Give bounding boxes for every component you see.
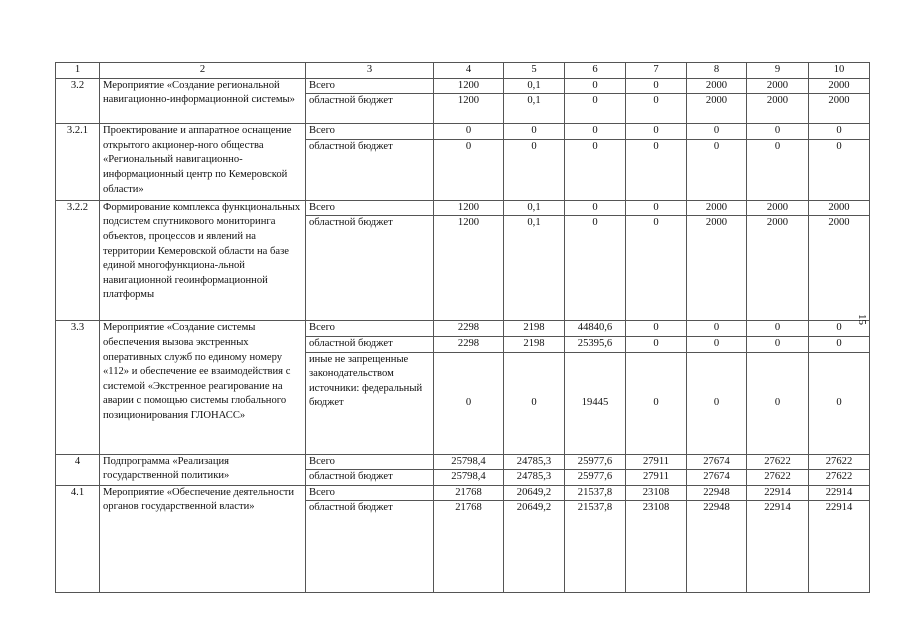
value-cell: 27622	[747, 454, 809, 470]
value-cell: 2000	[747, 200, 809, 216]
header-row	[56, 63, 870, 79]
funding-source: областной бюджет	[306, 216, 434, 321]
value-cell: 23108	[626, 501, 687, 593]
value-cell: 2198	[504, 321, 565, 337]
column-header: 7	[626, 63, 687, 79]
row-id: 3.2.1	[56, 124, 100, 201]
funding-source: Всего	[306, 78, 434, 94]
column-header: 4	[434, 63, 504, 79]
funding-source: областной бюджет	[306, 470, 434, 486]
value-cell: 24785,3	[504, 454, 565, 470]
value-cell: 19445	[565, 352, 626, 454]
funding-source: Всего	[306, 485, 434, 501]
value-cell: 0	[626, 200, 687, 216]
value-cell: 21537,8	[565, 501, 626, 593]
value-cell: 25977,6	[565, 470, 626, 486]
funding-table	[55, 62, 870, 593]
row-id: 3.3	[56, 321, 100, 454]
funding-source: областной бюджет	[306, 501, 434, 593]
value-cell: 0	[504, 124, 565, 140]
value-cell: 0	[809, 321, 870, 337]
value-cell: 22914	[747, 485, 809, 501]
column-header: 6	[565, 63, 626, 79]
value-cell: 2000	[747, 216, 809, 321]
funding-source: областной бюджет	[306, 139, 434, 200]
funding-source: Всего	[306, 454, 434, 470]
value-cell: 0	[687, 139, 747, 200]
value-cell: 0	[809, 124, 870, 140]
value-cell: 27674	[687, 454, 747, 470]
value-cell: 0	[434, 139, 504, 200]
row-id: 4.1	[56, 485, 100, 593]
value-cell: 1200	[434, 78, 504, 94]
page-number: 15	[856, 314, 868, 325]
funding-source: Всего	[306, 321, 434, 337]
value-cell: 0	[809, 352, 870, 454]
value-cell: 1200	[434, 216, 504, 321]
row-name: Формирование комплекса функциональных подсистем спутникового мониторинга объектов, процессов и явлений на территории Кемеровской области на базе единой многофункциона-льной навигационной геоинформационной платформы	[100, 200, 306, 321]
row-name: Мероприятие «Создание региональной навигационно-информационной системы»	[100, 78, 306, 124]
value-cell: 0	[626, 124, 687, 140]
table-row	[56, 454, 870, 470]
value-cell: 2298	[434, 336, 504, 352]
value-cell: 2000	[687, 216, 747, 321]
value-cell: 0	[809, 139, 870, 200]
value-cell: 0	[747, 336, 809, 352]
value-cell: 0	[687, 352, 747, 454]
value-cell: 22914	[809, 485, 870, 501]
value-cell: 1200	[434, 200, 504, 216]
value-cell: 0,1	[504, 216, 565, 321]
value-cell: 2000	[687, 78, 747, 94]
value-cell: 21768	[434, 501, 504, 593]
value-cell: 0	[504, 139, 565, 200]
funding-source: Всего	[306, 124, 434, 140]
column-header: 9	[747, 63, 809, 79]
table-row	[56, 485, 870, 501]
value-cell: 27622	[809, 454, 870, 470]
value-cell: 20649,2	[504, 501, 565, 593]
value-cell: 0	[626, 139, 687, 200]
row-name: Подпрограмма «Реализация государственной политики»	[100, 454, 306, 485]
value-cell: 0	[626, 352, 687, 454]
value-cell: 0	[687, 124, 747, 140]
value-cell: 0,1	[504, 78, 565, 94]
row-id: 3.2	[56, 78, 100, 124]
table-row	[56, 78, 870, 94]
table-row	[56, 124, 870, 140]
value-cell: 25798,4	[434, 470, 504, 486]
value-cell: 25395,6	[565, 336, 626, 352]
value-cell: 0	[504, 352, 565, 454]
value-cell: 0	[565, 139, 626, 200]
value-cell: 21768	[434, 485, 504, 501]
value-cell: 2000	[809, 94, 870, 124]
value-cell: 1200	[434, 94, 504, 124]
column-header: 5	[504, 63, 565, 79]
row-name: Мероприятие «Обеспечение деятельности органов государственной власти»	[100, 485, 306, 593]
value-cell: 0	[434, 124, 504, 140]
value-cell: 2000	[809, 200, 870, 216]
funding-source: областной бюджет	[306, 336, 434, 352]
row-name: Проектирование и аппаратное оснащение открытого акционер-ного общества «Региональный навигационно-информационный центр по Кемеровской области»	[100, 124, 306, 201]
value-cell: 0	[687, 336, 747, 352]
value-cell: 27622	[809, 470, 870, 486]
value-cell: 24785,3	[504, 470, 565, 486]
value-cell: 0	[747, 124, 809, 140]
column-header: 8	[687, 63, 747, 79]
value-cell: 22914	[809, 501, 870, 593]
value-cell: 0	[687, 321, 747, 337]
row-name: Мероприятие «Создание системы обеспечения вызова экстренных оперативных служб по единому номеру «112» и обеспечение ее взаимодействия с системой «Экстренное реагирование на аварии с помощью системы глобального позиционирования ГЛОНАСС»	[100, 321, 306, 454]
value-cell: 0	[809, 336, 870, 352]
value-cell: 23108	[626, 485, 687, 501]
value-cell: 21537,8	[565, 485, 626, 501]
funding-source: иные не запрещенные законодательством источники: федеральный бюджет	[306, 352, 434, 454]
row-id: 4	[56, 454, 100, 485]
value-cell: 22948	[687, 485, 747, 501]
column-header: 2	[100, 63, 306, 79]
value-cell: 2000	[687, 94, 747, 124]
value-cell: 2000	[687, 200, 747, 216]
value-cell: 0	[747, 321, 809, 337]
value-cell: 27622	[747, 470, 809, 486]
value-cell: 22914	[747, 501, 809, 593]
value-cell: 25798,4	[434, 454, 504, 470]
value-cell: 0	[565, 200, 626, 216]
row-id: 3.2.2	[56, 200, 100, 321]
value-cell: 22948	[687, 501, 747, 593]
value-cell: 0	[626, 336, 687, 352]
table-row	[56, 321, 870, 337]
value-cell: 2000	[747, 78, 809, 94]
funding-source: Всего	[306, 200, 434, 216]
value-cell: 0,1	[504, 200, 565, 216]
funding-source: областной бюджет	[306, 94, 434, 124]
value-cell: 27911	[626, 454, 687, 470]
value-cell: 0	[626, 94, 687, 124]
column-header: 3	[306, 63, 434, 79]
value-cell: 0	[747, 139, 809, 200]
value-cell: 0	[565, 124, 626, 140]
column-header: 10	[809, 63, 870, 79]
value-cell: 2000	[747, 94, 809, 124]
value-cell: 2298	[434, 321, 504, 337]
value-cell: 0	[565, 216, 626, 321]
value-cell: 0	[747, 352, 809, 454]
value-cell: 0	[565, 94, 626, 124]
value-cell: 20649,2	[504, 485, 565, 501]
value-cell: 25977,6	[565, 454, 626, 470]
value-cell: 27674	[687, 470, 747, 486]
value-cell: 0	[626, 78, 687, 94]
value-cell: 27911	[626, 470, 687, 486]
value-cell: 0	[626, 216, 687, 321]
value-cell: 0	[626, 321, 687, 337]
value-cell: 2000	[809, 216, 870, 321]
value-cell: 0,1	[504, 94, 565, 124]
column-header: 1	[56, 63, 100, 79]
value-cell: 0	[434, 352, 504, 454]
value-cell: 0	[565, 78, 626, 94]
table-row	[56, 200, 870, 216]
value-cell: 44840,6	[565, 321, 626, 337]
value-cell: 2000	[809, 78, 870, 94]
value-cell: 2198	[504, 336, 565, 352]
